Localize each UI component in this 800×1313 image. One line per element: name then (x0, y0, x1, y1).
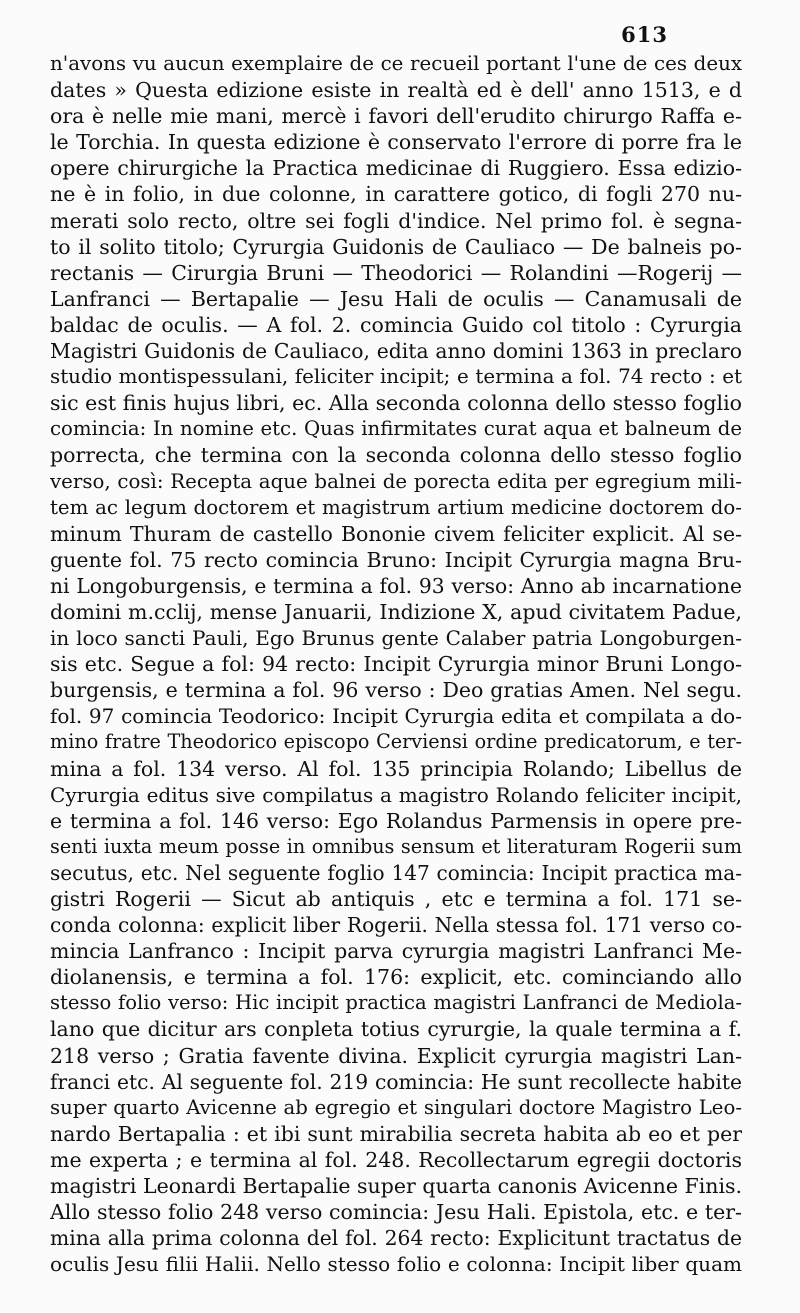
text-line: super quarto Avicenne ab egregio et singulari doctore Magistro Leo- (50, 1095, 742, 1119)
text-line: studio montispessulani, feliciter incipit; e termina a fol. 74 recto : et (50, 365, 742, 389)
text-line: secutus, etc. Nel seguente foglio 147 comincia: Incipit practica ma- (50, 860, 742, 885)
text-line: sic est finis hujus libri, ec. Alla seconda colonna dello stesso foglio (50, 391, 742, 416)
text-line: in loco sancti Pauli, Ego Brunus gente Calaber patria Longoburgen- (50, 626, 742, 651)
text-line: opere chirurgiche la Practica medicinae di Ruggiero. Essa edizio- (50, 156, 742, 181)
text-line: domini m.cclij, mense Januarii, Indizione X, apud civitatem Padue, (50, 599, 742, 624)
text-line: mincia Lanfranco : Incipit parva cyrurgia magistri Lanfranci Me- (50, 939, 742, 964)
text-line: magistri Leonardi Bertapalie super quarta canonis Avicenne Finis. (50, 1174, 742, 1199)
text-line: baldac de oculis. — A fol. 2. comincia Guido col titolo : Cyrurgia (50, 312, 742, 337)
page-number: 613 (621, 22, 668, 47)
text-line: diolanensis, e termina a fol. 176: explicit, etc. cominciando allo (50, 965, 742, 990)
text-line: guente fol. 75 recto comincia Bruno: Incipit Cyrurgia magna Bru- (50, 547, 742, 572)
text-line: dates » Questa edizione esiste in realtà ed è dell' anno 1513, e d (50, 78, 742, 103)
text-line: comincia: In nomine etc. Quas infirmitates curat aqua et balneum de (50, 417, 742, 441)
text-line: porrecta, che termina con la seconda colonna dello stesso foglio (50, 443, 742, 468)
text-line: me experta ; e termina al fol. 248. Recollectarum egregii doctoris (50, 1147, 742, 1172)
text-line: senti iuxta meum posse in omnibus sensum et literaturam Rogerii sum (50, 834, 742, 858)
text-line: sis etc. Segue a fol: 94 recto: Incipit Cyrurgia minor Bruni Longo- (50, 652, 742, 677)
text-line: n'avons vu aucun exemplaire de ce recueil portant l'une de ces deux (50, 52, 742, 75)
text-line: oculis Jesu filii Halii. Nello stesso folio e colonna: Incipit liber quam (50, 1252, 742, 1277)
text-line: fol. 97 comincia Teodorico: Incipit Cyrurgia edita et compilata a do- (50, 704, 742, 729)
text-line: stesso folio verso: Hic incipit practica magistri Lanfranci de Mediola- (50, 991, 742, 1015)
text-line: nardo Bertapalia : et ibi sunt mirabilia secreta habita ab eo et per (50, 1121, 742, 1146)
text-line: franci etc. Al seguente fol. 219 comincia: He sunt recollecte habite (50, 1069, 742, 1094)
text-line: mina a fol. 134 verso. Al fol. 135 principia Rolando; Libellus de (50, 756, 742, 781)
text-line: tem ac legum doctorem et magistrum artium medicine doctorem do- (50, 495, 742, 519)
text-line: mino fratre Theodorico episcopo Cerviensi ordine predicatorum, e ter- (50, 730, 742, 754)
text-line: to il solito titolo; Cyrurgia Guidonis de Cauliaco — De balneis po- (50, 234, 742, 259)
text-line: Allo stesso folio 248 verso comincia: Jesu Hali. Epistola, etc. e ter- (50, 1200, 742, 1225)
text-line: Lanfranci — Bertapalie — Jesu Hali de oculis — Canamusali de (50, 286, 742, 311)
text-line: Magistri Guidonis de Cauliaco, edita anno domini 1363 in preclaro (50, 339, 742, 364)
text-line: le Torchia. In questa edizione è conservato l'errore di porre fra le (50, 130, 742, 155)
text-line: ora è nelle mie mani, mercè i favori dell'erudito chirurgo Raffa e- (50, 104, 742, 129)
text-line: 218 verso ; Gratia favente divina. Explicit cyrurgia magistri Lan- (50, 1043, 742, 1068)
text-line: minum Thuram de castello Bononie civem feliciter explicit. Al se- (50, 521, 742, 546)
text-line: ne è in folio, in due colonne, in carattere gotico, di fogli 270 nu- (50, 182, 742, 207)
text-line: verso, così: Recepta aque balnei de porecta edita per egregium mili- (50, 469, 742, 493)
text-line: burgensis, e termina a fol. 96 verso : Deo gratias Amen. Nel segu. (50, 678, 742, 703)
text-line: mina alla prima colonna del fol. 264 recto: Explicitunt tractatus de (50, 1226, 742, 1251)
text-line: gistri Rogerii — Sicut ab antiquis , etc e termina a fol. 171 se- (50, 887, 742, 911)
text-line: lano que dicitur ars conpleta totius cyrurgie, la quale termina a f. (50, 1017, 742, 1042)
text-line: Cyrurgia editus sive compilatus a magistro Rolando feliciter incipit, (50, 782, 742, 807)
text-line: ni Longoburgensis, e termina a fol. 93 verso: Anno ab incarnatione (50, 573, 742, 598)
text-line: rectanis — Cirurgia Bruni — Theodorici — Rolandini —Rogerij — (50, 260, 742, 285)
body-text (50, 51, 742, 1277)
text-line: conda colonna: explicit liber Rogerii. Nella stessa fol. 171 verso co- (50, 913, 742, 938)
text-line: merati solo recto, oltre sei fogli d'indice. Nel primo fol. è segna- (50, 208, 742, 233)
text-line: e termina a fol. 146 verso: Ego Rolandus Parmensis in opere pre- (50, 808, 742, 833)
